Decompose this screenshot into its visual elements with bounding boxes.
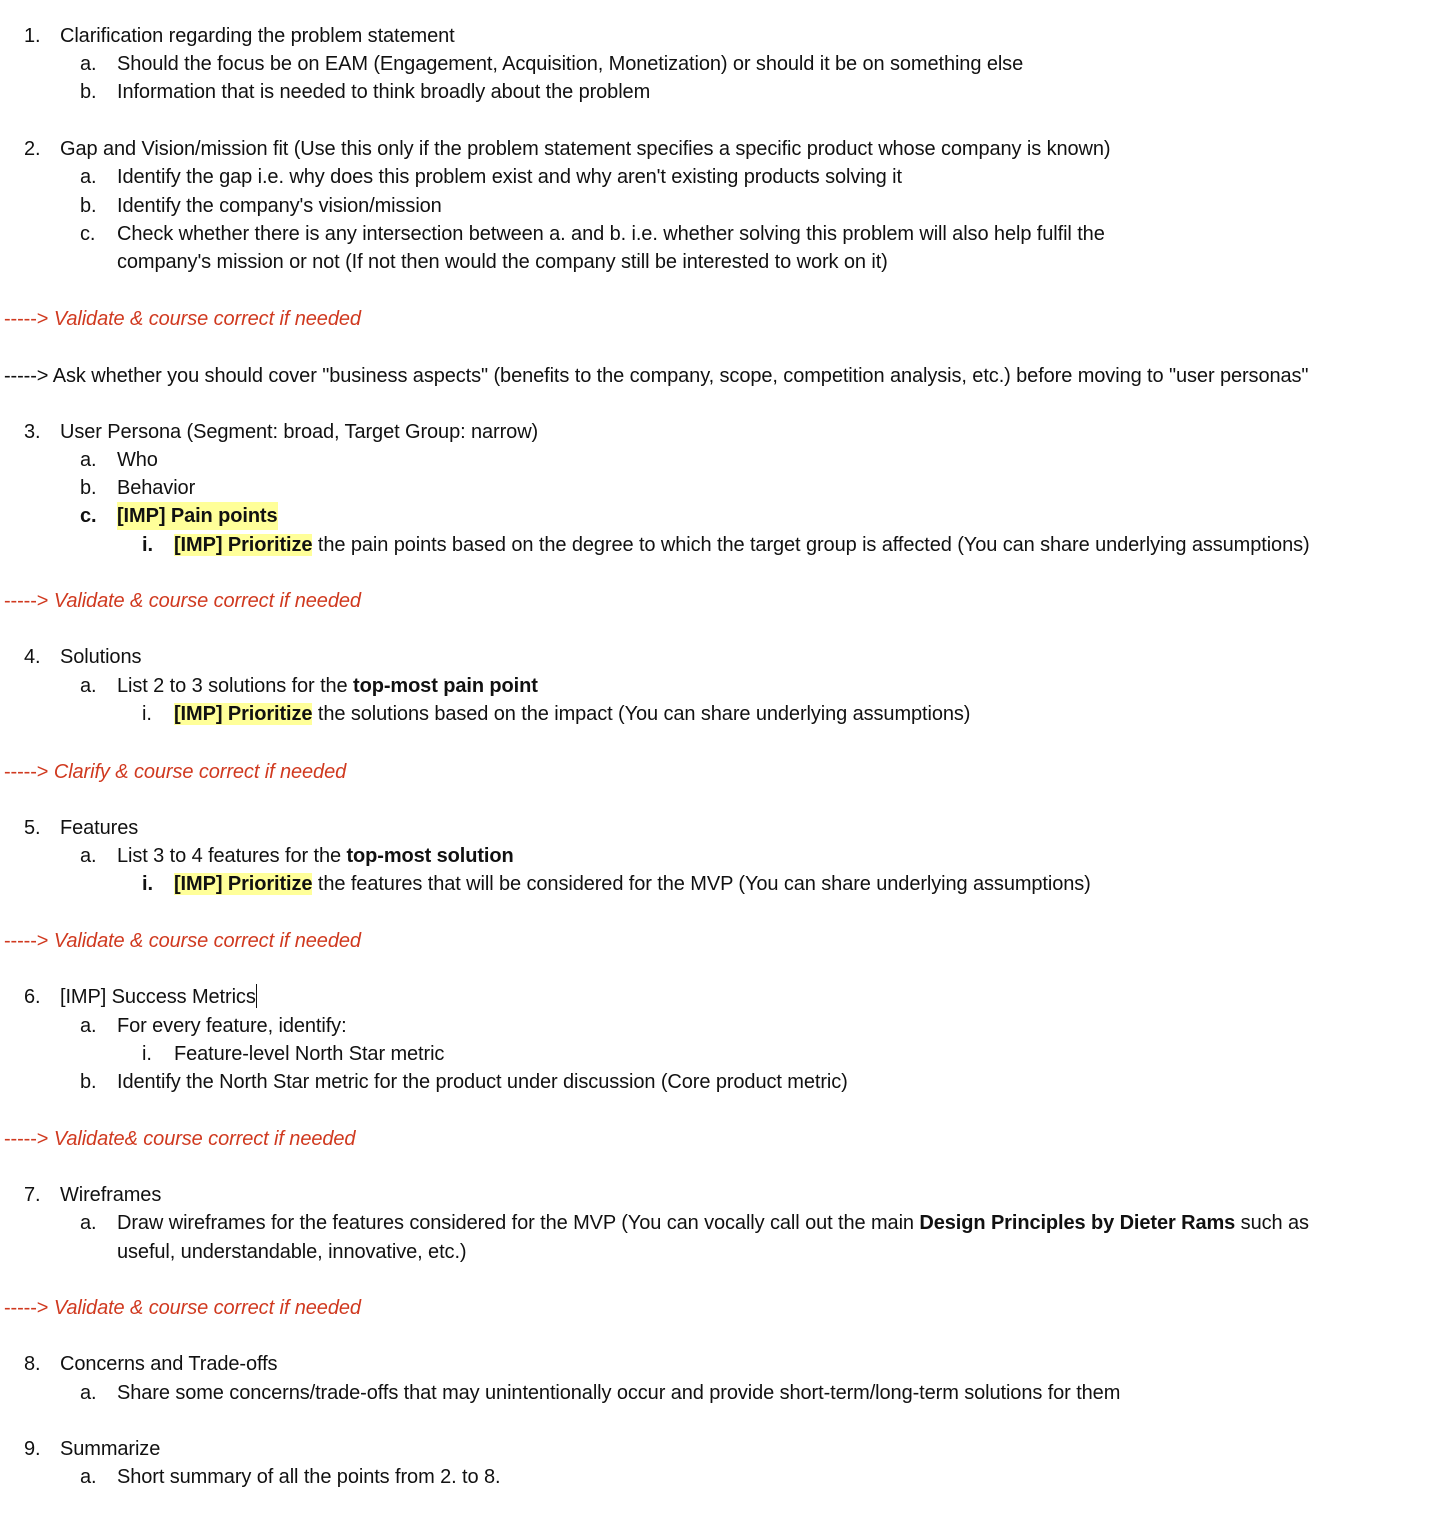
list-text: such as: [1235, 1212, 1309, 1234]
arrow-marker: ----->: [4, 761, 49, 783]
section-title: Wireframes: [60, 1184, 162, 1206]
validate-note: [4, 927, 361, 955]
list-number: 1.: [24, 25, 41, 47]
note-text: Validate & course correct if needed: [48, 308, 361, 330]
list-text: Identify the North Star metric for the product under discussion (Core product metric): [117, 1071, 848, 1093]
list-text: Share some concerns/trade-offs that may unintentionally occur and provide short-term/long-term solutions for them: [117, 1382, 1121, 1404]
list-marker: i.: [142, 703, 152, 725]
list-text: Identify the gap i.e. why does this problem exist and why aren't existing products solving it: [117, 166, 902, 188]
list-text: Check whether there is any intersection between a. and b. i.e. whether solving this problem will also help fulfil the: [117, 223, 1105, 245]
section-title: Solutions: [60, 646, 142, 668]
note-text: Clarify & course correct if needed: [48, 761, 347, 783]
list-text: For every feature, identify:: [117, 1015, 347, 1037]
note-text: Validate & course correct if needed: [48, 1297, 361, 1319]
list-marker: a.: [80, 1382, 97, 1404]
list-text: the solutions based on the impact (You can share underlying assumptions): [312, 703, 971, 725]
arrow-marker: ----->: [4, 365, 49, 387]
list-text: company's mission or not (If not then would the company still be interested to work on it): [117, 251, 888, 273]
list-number: 8.: [24, 1353, 41, 1375]
note-text: Validate& course correct if needed: [48, 1128, 356, 1150]
note-text: Validate & course correct if needed: [48, 930, 361, 952]
section-title: [IMP] Success Metrics: [60, 986, 256, 1008]
list-marker: i.: [142, 873, 153, 895]
arrow-marker: ----->: [4, 308, 49, 330]
list-number: 4.: [24, 646, 41, 668]
list-marker: a.: [80, 845, 97, 867]
list-marker: a.: [80, 1466, 97, 1488]
list-marker: a.: [80, 675, 97, 697]
highlighted-text: [IMP] Prioritize: [174, 703, 313, 725]
list-marker: a.: [80, 1015, 97, 1037]
list-text: Identify the company's vision/mission: [117, 195, 442, 217]
list-text: Should the focus be on EAM (Engagement, Acquisition, Monetization) or should it be on something else: [117, 53, 1024, 75]
list-marker: b.: [80, 81, 97, 103]
highlighted-text: [IMP] Pain points: [117, 502, 278, 530]
highlighted-text: [IMP] Prioritize: [174, 534, 313, 556]
list-marker: b.: [80, 477, 97, 499]
note-text: Validate & course correct if needed: [48, 590, 361, 612]
list-number: 6.: [24, 986, 41, 1008]
list-number: 2.: [24, 138, 41, 160]
list-marker: a.: [80, 1212, 97, 1234]
list-text: the pain points based on the degree to which the target group is affected (You can share underlying assumptions): [312, 534, 1310, 556]
section-title: Gap and Vision/mission fit (Use this only if the problem statement specifies a specific product whose company is known): [60, 138, 1111, 160]
list-marker: i.: [142, 534, 153, 556]
list-text: the features that will be considered for the MVP (You can share underlying assumptions): [312, 873, 1091, 895]
list-number: 9.: [24, 1438, 41, 1460]
list-text: Who: [117, 449, 158, 471]
arrow-marker: ----->: [4, 930, 49, 952]
section-title: Features: [60, 817, 139, 839]
bold-text: Design Principles by Dieter Rams: [919, 1212, 1236, 1234]
list-number: 7.: [24, 1184, 41, 1206]
list-number: 5.: [24, 817, 41, 839]
note-text: Ask whether you should cover "business aspects" (benefits to the company, scope, competition analysis, etc.) before moving to "user personas": [48, 365, 1309, 387]
bold-text: top-most solution: [346, 845, 514, 867]
list-marker: a.: [80, 53, 97, 75]
clarify-note: [4, 758, 346, 786]
section-title: Concerns and Trade-offs: [60, 1353, 278, 1375]
list-text: useful, understandable, innovative, etc.): [117, 1241, 467, 1263]
list-marker: a.: [80, 449, 97, 471]
list-number: 3.: [24, 421, 41, 443]
list-marker: c.: [80, 505, 97, 527]
section-title: Clarification regarding the problem statement: [60, 25, 455, 47]
list-marker: b.: [80, 1071, 97, 1093]
section-title: User Persona (Segment: broad, Target Group: narrow): [60, 421, 539, 443]
arrow-marker: ----->: [4, 1297, 49, 1319]
list-text: Behavior: [117, 477, 196, 499]
validate-note: [4, 305, 361, 333]
list-marker: b.: [80, 195, 97, 217]
list-text: List 2 to 3 solutions for the: [117, 675, 354, 697]
arrow-marker: ----->: [4, 1128, 49, 1150]
list-text: Short summary of all the points from 2. to 8.: [117, 1466, 501, 1488]
list-text: List 3 to 4 features for the: [117, 845, 347, 867]
business-aspects-note: [4, 362, 1308, 390]
highlighted-text: [IMP] Prioritize: [174, 873, 313, 895]
validate-note: [4, 587, 361, 615]
arrow-marker: ----->: [4, 590, 49, 612]
section-title: Summarize: [60, 1438, 161, 1460]
list-marker: i.: [142, 1043, 152, 1065]
validate-note: [4, 1125, 355, 1153]
bold-text: top-most pain point: [353, 675, 538, 697]
list-text: Feature-level North Star metric: [174, 1043, 445, 1065]
list-text: Draw wireframes for the features considered for the MVP (You can vocally call out the main: [117, 1212, 920, 1234]
list-marker: c.: [80, 223, 96, 245]
text-cursor: [256, 984, 257, 1008]
list-text: Information that is needed to think broadly about the problem: [117, 81, 651, 103]
validate-note: [4, 1294, 361, 1322]
list-marker: a.: [80, 166, 97, 188]
